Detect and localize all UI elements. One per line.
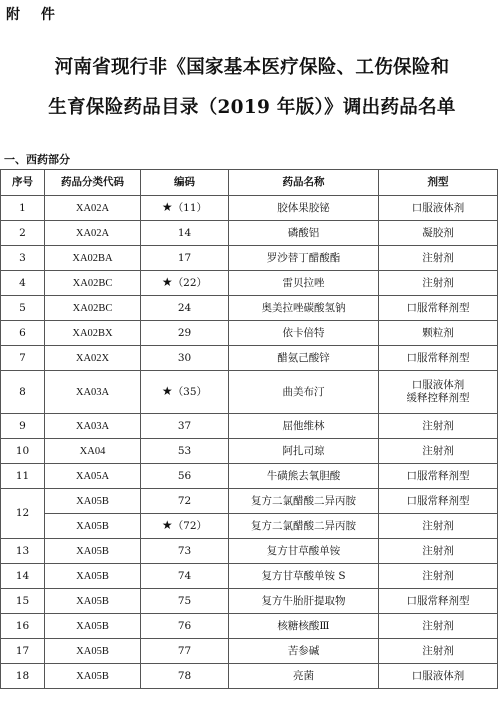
- cell-category-code: XA03A: [45, 371, 141, 414]
- cell-category-code: XA02A: [45, 196, 141, 221]
- cell-number: [141, 346, 229, 371]
- table-header-row: [1, 170, 498, 196]
- number-value: 29: [177, 326, 192, 339]
- cell-number: [141, 539, 229, 564]
- cell-number: [141, 464, 229, 489]
- number-value: 76: [177, 619, 192, 632]
- table-row: [1, 614, 498, 639]
- cell-drug-name: 曲美布汀: [229, 371, 379, 414]
- section-heading: 一、西药部分: [4, 153, 70, 166]
- cell-category-code: XA05B: [45, 614, 141, 639]
- cell-drug-name: 雷贝拉唑: [229, 271, 379, 296]
- cell-number: [141, 489, 229, 514]
- dosage-form-text: 口服液体剂: [411, 201, 465, 214]
- cell-category-code: XA05A: [45, 464, 141, 489]
- cell-drug-name: 复方甘草酸单铵 S: [229, 564, 379, 589]
- cell-category-code: XA02X: [45, 346, 141, 371]
- cell-category-code: XA02BA: [45, 246, 141, 271]
- dosage-form-text: 口服常释剂型: [406, 469, 470, 482]
- dosage-form-text: 注射剂: [422, 419, 454, 432]
- dosage-form-text: 口服液体剂: [411, 379, 465, 391]
- cell-category-code: XA02BC: [45, 271, 141, 296]
- cell-dosage-form: [379, 221, 498, 246]
- table-row: [1, 321, 498, 346]
- cell-serial: 8: [1, 371, 45, 414]
- table-row: [1, 514, 498, 539]
- cell-drug-name: 亮菌: [229, 664, 379, 689]
- cell-drug-name: 阿扎司琼: [229, 439, 379, 464]
- cell-dosage-form: [379, 321, 498, 346]
- cell-number: [141, 246, 229, 271]
- dosage-form-text: 注射剂: [422, 444, 454, 457]
- cell-serial: 6: [1, 321, 45, 346]
- cell-dosage-form: [379, 414, 498, 439]
- cell-serial: 12: [1, 489, 45, 539]
- cell-number: [141, 371, 229, 414]
- cell-number: [141, 564, 229, 589]
- header-dosage-form: 剂型: [379, 170, 498, 196]
- cell-drug-name: 醋氨己酸锌: [229, 346, 379, 371]
- cell-number: [141, 514, 229, 539]
- cell-dosage-form: [379, 514, 498, 539]
- cell-dosage-form: [379, 246, 498, 271]
- table-row: [1, 439, 498, 464]
- cell-drug-name: 复方甘草酸单铵: [229, 539, 379, 564]
- cell-dosage-form: [379, 614, 498, 639]
- number-value: （22）: [172, 277, 208, 289]
- cell-drug-name: 依卡倍特: [229, 321, 379, 346]
- number-value: 30: [177, 351, 192, 364]
- table-row: [1, 639, 498, 664]
- cell-serial: 7: [1, 346, 45, 371]
- attachment-label: 附 件: [6, 7, 63, 23]
- table-row: [1, 246, 498, 271]
- drug-table: [0, 169, 498, 689]
- cell-dosage-form: [379, 539, 498, 564]
- table-row: [1, 489, 498, 514]
- cell-drug-name: 罗沙替丁醋酸酯: [229, 246, 379, 271]
- dosage-form-text: 注射剂: [422, 544, 454, 557]
- cell-category-code: XA05B: [45, 514, 141, 539]
- cell-serial: 16: [1, 614, 45, 639]
- cell-drug-name: 核糖核酸Ⅲ: [229, 614, 379, 639]
- cell-dosage-form: [379, 346, 498, 371]
- dosage-form-text: 注射剂: [422, 644, 454, 657]
- dosage-form-text: 注射剂: [422, 569, 454, 582]
- cell-dosage-form: [379, 664, 498, 689]
- cell-serial: 15: [1, 589, 45, 614]
- cell-category-code: XA02BC: [45, 296, 141, 321]
- cell-number: [141, 614, 229, 639]
- cell-category-code: XA05B: [45, 664, 141, 689]
- table-body: [1, 196, 498, 689]
- cell-dosage-form: [379, 271, 498, 296]
- cell-drug-name: 磷酸铝: [229, 221, 379, 246]
- cell-category-code: XA03A: [45, 414, 141, 439]
- cell-serial: 17: [1, 639, 45, 664]
- cell-dosage-form: [379, 564, 498, 589]
- cell-number: [141, 321, 229, 346]
- table-row: [1, 464, 498, 489]
- cell-serial: 4: [1, 271, 45, 296]
- dosage-form-text: 注射剂: [422, 251, 454, 264]
- cell-number: [141, 639, 229, 664]
- dosage-form-text: 颗粒剂: [422, 326, 454, 339]
- table-row: [1, 271, 498, 296]
- cell-serial: 13: [1, 539, 45, 564]
- table-row: [1, 196, 498, 221]
- cell-dosage-form: [379, 296, 498, 321]
- cell-category-code: XA04: [45, 439, 141, 464]
- number-value: 24: [177, 301, 192, 314]
- cell-category-code: XA05B: [45, 489, 141, 514]
- cell-dosage-form: [379, 589, 498, 614]
- dosage-form-text: 注射剂: [422, 619, 454, 632]
- cell-serial: 10: [1, 439, 45, 464]
- star-icon: ★: [161, 384, 173, 398]
- cell-number: [141, 296, 229, 321]
- dosage-form-text: 注射剂: [422, 276, 454, 289]
- number-value: 53: [177, 444, 192, 457]
- cell-drug-name: 复方牛胎肝提取物: [229, 589, 379, 614]
- document-title-line-1: 河南省现行非《国家基本医疗保险、工伤保险和: [54, 57, 450, 78]
- number-value: 14: [177, 226, 192, 239]
- dosage-form-text: 注射剂: [422, 519, 454, 532]
- dosage-form-text: 口服液体剂: [411, 669, 465, 682]
- table-row: [1, 414, 498, 439]
- header-serial: 序号: [1, 170, 45, 196]
- number-value: 75: [177, 594, 192, 607]
- cell-number: [141, 221, 229, 246]
- cell-category-code: XA05B: [45, 589, 141, 614]
- cell-category-code: XA02BX: [45, 321, 141, 346]
- dosage-form-text-2: 缓释控释剂型: [406, 392, 470, 404]
- cell-number: [141, 439, 229, 464]
- cell-dosage-form: [379, 464, 498, 489]
- table-row: [1, 371, 498, 414]
- cell-serial: 14: [1, 564, 45, 589]
- cell-dosage-form: [379, 196, 498, 221]
- dosage-form-text: 口服常释剂型: [406, 594, 470, 607]
- dosage-form-text: 口服常释剂型: [406, 494, 470, 507]
- cell-number: [141, 414, 229, 439]
- table-row: [1, 539, 498, 564]
- cell-serial: 2: [1, 221, 45, 246]
- number-value: 37: [177, 419, 192, 432]
- table-row: [1, 564, 498, 589]
- table-row: [1, 589, 498, 614]
- number-value: 56: [177, 469, 192, 482]
- table-row: [1, 664, 498, 689]
- number-value: 77: [177, 644, 192, 657]
- header-number: 编码: [141, 170, 229, 196]
- cell-dosage-form: [379, 439, 498, 464]
- cell-serial: 11: [1, 464, 45, 489]
- cell-dosage-form: [379, 489, 498, 514]
- table-row: [1, 221, 498, 246]
- cell-serial: 3: [1, 246, 45, 271]
- number-value: 72: [177, 494, 192, 507]
- star-icon: ★: [161, 275, 173, 289]
- cell-number: [141, 589, 229, 614]
- star-icon: ★: [161, 200, 173, 214]
- header-drug-name: 药品名称: [229, 170, 379, 196]
- header-category-code: 药品分类代码: [45, 170, 141, 196]
- cell-drug-name: 复方二氯醋酸二异丙胺: [229, 489, 379, 514]
- cell-serial: 18: [1, 664, 45, 689]
- dosage-form-text: 口服常释剂型: [406, 351, 470, 364]
- cell-serial: 9: [1, 414, 45, 439]
- cell-serial: 5: [1, 296, 45, 321]
- cell-category-code: XA05B: [45, 564, 141, 589]
- cell-drug-name: 复方二氯醋酸二异丙胺: [229, 514, 379, 539]
- cell-category-code: XA05B: [45, 539, 141, 564]
- cell-dosage-form: [379, 371, 498, 414]
- number-value: 17: [177, 251, 192, 264]
- cell-dosage-form: [379, 639, 498, 664]
- star-icon: ★: [161, 518, 173, 532]
- number-value: （11）: [172, 202, 208, 214]
- cell-number: [141, 664, 229, 689]
- table-row: [1, 346, 498, 371]
- cell-category-code: XA02A: [45, 221, 141, 246]
- cell-number: [141, 196, 229, 221]
- number-value: 73: [177, 544, 192, 557]
- dosage-form-text: 凝胶剂: [422, 226, 454, 239]
- cell-drug-name: 胶体果胶铋: [229, 196, 379, 221]
- cell-drug-name: 苦参碱: [229, 639, 379, 664]
- number-value: （35）: [172, 386, 208, 398]
- number-value: 78: [177, 669, 192, 682]
- number-value: 74: [177, 569, 192, 582]
- document-title-line-2: 生育保险药品目录（2019 年版）》调出药品名单: [48, 97, 456, 118]
- cell-serial: 1: [1, 196, 45, 221]
- cell-drug-name: 奥美拉唑碳酸氢钠: [229, 296, 379, 321]
- number-value: （72）: [172, 520, 208, 532]
- cell-category-code: XA05B: [45, 639, 141, 664]
- cell-drug-name: 牛磺熊去氧胆酸: [229, 464, 379, 489]
- cell-number: [141, 271, 229, 296]
- dosage-form-text: 口服常释剂型: [406, 301, 470, 314]
- cell-drug-name: 屈他维林: [229, 414, 379, 439]
- table-row: [1, 296, 498, 321]
